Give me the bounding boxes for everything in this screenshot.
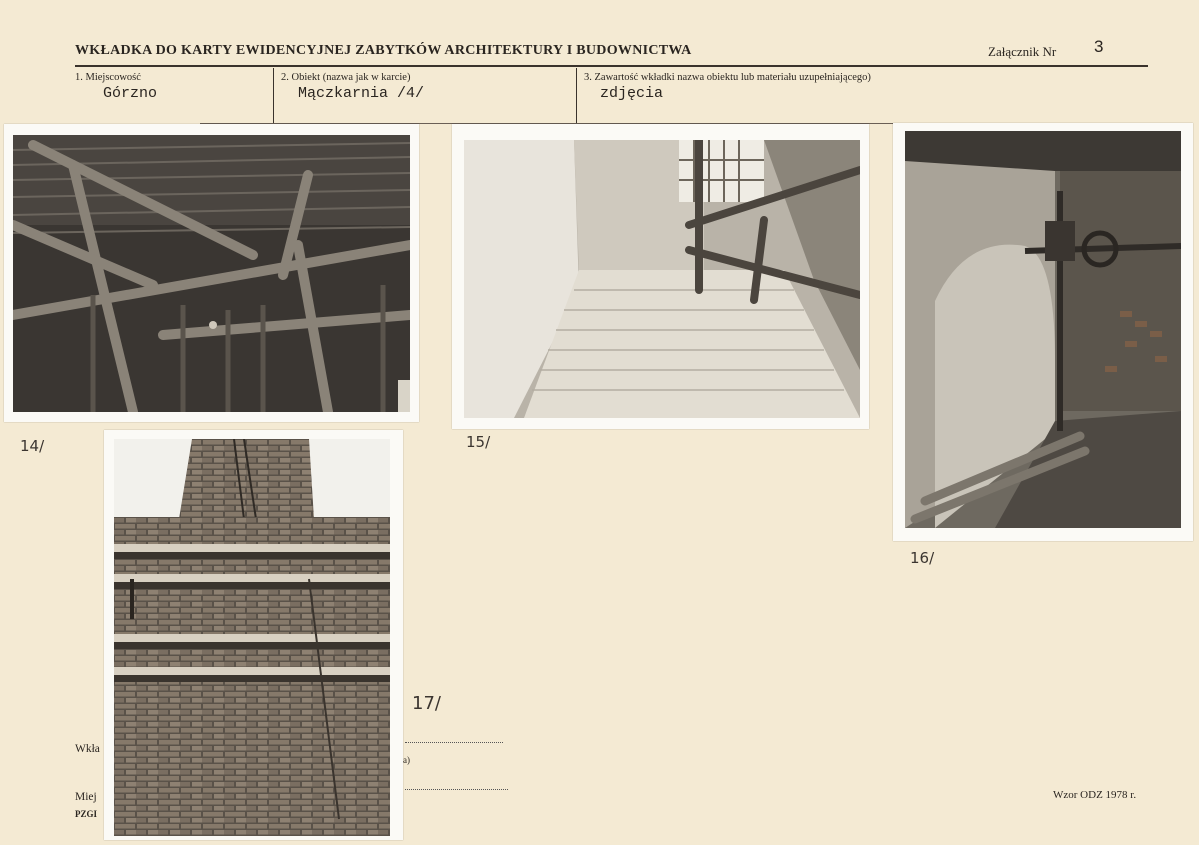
annex-label: Załącznik Nr [988,44,1057,59]
annex-number: 3 [1094,37,1104,56]
photo-image [905,131,1181,528]
field-separator [273,68,274,123]
form-line-fragment: PZGI [75,809,98,819]
field-label-object: 2. Obiekt (nazwa jak w karcie) [281,72,411,83]
form-line-fragment: Miej [75,791,97,803]
photo-number-15: 15/ [466,433,491,451]
field-separator [576,68,577,123]
field-value-object: Mączkarnia /4/ [298,85,425,102]
form-line-fragment: Wkła [75,743,100,755]
photo-roof-truss [4,124,419,422]
dotted-line [405,742,503,743]
photo-shaft-room [893,123,1193,541]
field-label-locality: 1. Miejscowość [75,72,141,83]
photo-image [13,135,410,412]
photo-staircase [452,124,869,429]
photo-image [464,140,860,418]
field-label-contents: 3. Zawartość wkładki nazwa obiektu lub materiału uzupełniającego) [584,72,871,83]
dotted-line [405,789,508,790]
photo-image [114,439,390,836]
photo-chimney [104,430,403,840]
header-rule [75,65,1148,67]
photo-number-14: 14/ [20,437,45,455]
form-line-fragment: a) [403,755,410,765]
field-value-contents: zdjęcia [600,85,664,102]
form-reference: Wzor ODZ 1978 r. [1053,789,1137,801]
field-value-locality: Górzno [103,85,158,102]
page-title: WKŁADKA DO KARTY EWIDENCYJNEJ ZABYTKÓW ARCHITEKTURY I BUDOWNICTWA [75,43,692,58]
photo-number-17: 17/ [412,693,441,714]
photo-number-16: 16/ [910,549,935,567]
